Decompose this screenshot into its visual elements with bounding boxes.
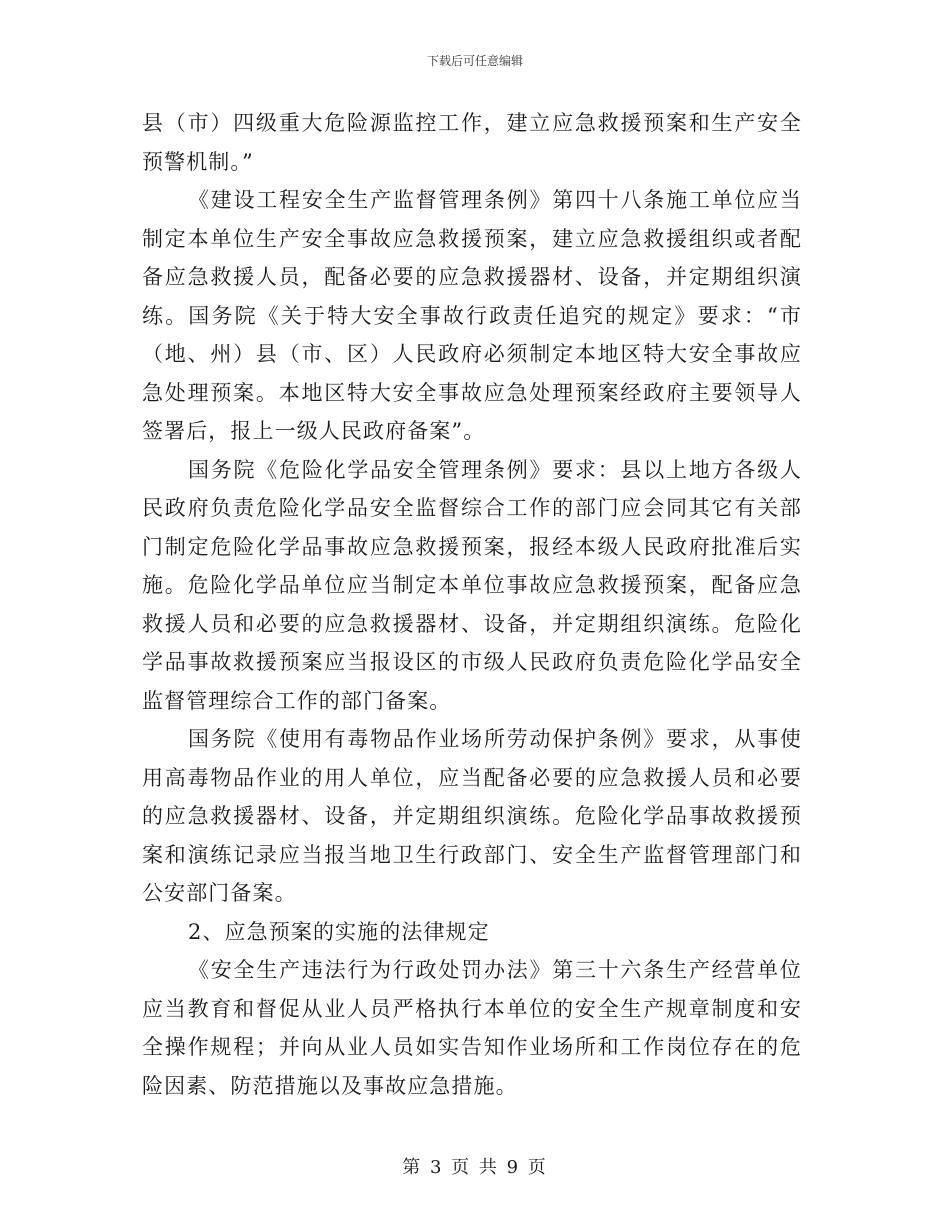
document-body <box>142 104 802 1105</box>
paragraph-continuation: 县（市）四级重大危险源监控工作，建立应急救援预案和生产安全预警机制。” <box>142 111 802 174</box>
paragraph-penalty-measures: 《安全生产违法行为行政处罚办法》第三十六条生产经营单位应当教育和督促从业人员严格执行本单位的安全生产规章制度和安全操作规程；并向从业人员如实告知作业场所和工作岗位存在的危险因素、防范措施以及事故应急措施。 <box>142 958 802 1098</box>
paragraph-toxic-substances: 国务院《使用有毒物品作业场所劳动保护条例》要求，从事使用高毒物品作业的用人单位，应当配备必要的应急救援人员和必要的应急救援器材、设备，并定期组织演练。危险化学品事故救援预案和演练记录应当报当地卫生行政部门、安全生产监督管理部门和公安部门备案。 <box>142 727 802 905</box>
page-header-note: 下载后可任意编辑 <box>426 54 523 68</box>
paragraph-construction-regulation: 《建设工程安全生产监督管理条例》第四十八条施工单位应当制定本单位生产安全事故应急救援预案，建立应急救援组织或者配备应急救援人员，配备必要的应急救援器材、设备，并定期组织演练。国务院《关于特大安全事故行政责任追究的规定》要求：“市（地、州）县（市、区）人民政府必须制定本地区特大安全事故应急处理预案。本地区特大安全事故应急处理预案经政府主要领导人签署后，报上一级人民政府备案”。 <box>142 188 802 443</box>
paragraph-hazardous-chemicals: 国务院《危险化学品安全管理条例》要求：县以上地方各级人民政府负责危险化学品安全监督综合工作的部门应会同其它有关部门制定危险化学品事故应急救援预案，报经本级人民政府批准后实施。危险化学品单位应当制定本单位事故应急救援预案，配备应急救援人员和必要的应急救援器材、设备，并定期组织演练。危险化学品事故救援预案应当报设区的市级人民政府负责危险化学品安全监督管理综合工作的部门备案。 <box>142 457 802 713</box>
page-number: 第 3 页 共 9 页 <box>402 1157 548 1178</box>
section-heading: 2、应急预案的实施的法律规定 <box>188 919 490 944</box>
